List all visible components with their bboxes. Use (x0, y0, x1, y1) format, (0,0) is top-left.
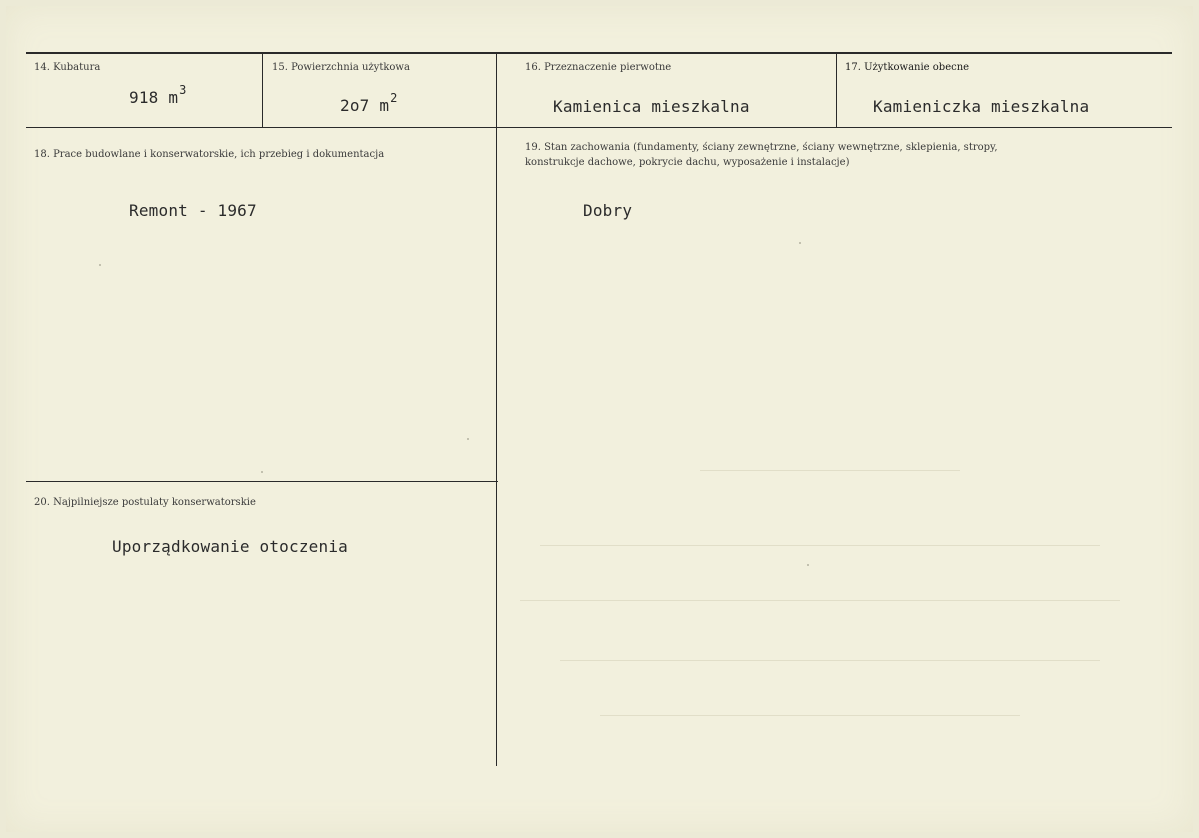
stan-label-line2: konstrukcje dachowe, pokrycie dachu, wyposażenie i instalacje) (525, 157, 850, 168)
powierzchnia-label: 15. Powierzchnia użytkowa (272, 62, 410, 73)
col-divider-3 (836, 54, 837, 127)
powierzchnia-value (340, 91, 398, 115)
kubatura-label: 14. Kubatura (34, 62, 101, 73)
uzytkowanie-label: 17. Użytkowanie obecne (845, 62, 970, 73)
kubatura-exponent: 3 (179, 83, 187, 97)
paper-bleed (600, 715, 1020, 716)
paper-bleed (700, 470, 960, 471)
powierzchnia-exponent: 2 (390, 91, 398, 105)
section-divider (26, 481, 498, 482)
paper-bleed (560, 660, 1100, 661)
row-divider (26, 127, 1172, 128)
kubatura-value (129, 83, 187, 107)
paper-bleed (520, 600, 1120, 601)
paper-speck (261, 471, 263, 473)
paper-speck (467, 438, 469, 440)
prace-value: Remont - 1967 (129, 201, 257, 220)
col-divider-2 (496, 54, 497, 766)
top-rule (26, 52, 1172, 54)
paper-bleed (540, 545, 1100, 546)
postulaty-value: Uporządkowanie otoczenia (112, 537, 348, 556)
paper-speck (799, 242, 801, 244)
paper-speck (807, 564, 809, 566)
stan-value: Dobry (583, 201, 633, 220)
powierzchnia-number: 2o7 m (340, 96, 390, 115)
przeznaczenie-label: 16. Przeznaczenie pierwotne (525, 62, 672, 73)
prace-label: 18. Prace budowlane i konserwatorskie, ich przebieg i dokumentacja (34, 149, 385, 160)
paper-speck (99, 264, 101, 266)
postulaty-label: 20. Najpilniejsze postulaty konserwatorskie (34, 497, 256, 508)
przeznaczenie-value: Kamienica mieszkalna (553, 97, 750, 116)
kubatura-number: 918 m (129, 88, 179, 107)
col-divider-1 (262, 54, 263, 127)
uzytkowanie-value: Kamieniczka mieszkalna (873, 97, 1090, 116)
stan-label-line1: 19. Stan zachowania (fundamenty, ściany zewnętrzne, ściany wewnętrzne, sklepienia, stropy, (525, 142, 998, 153)
